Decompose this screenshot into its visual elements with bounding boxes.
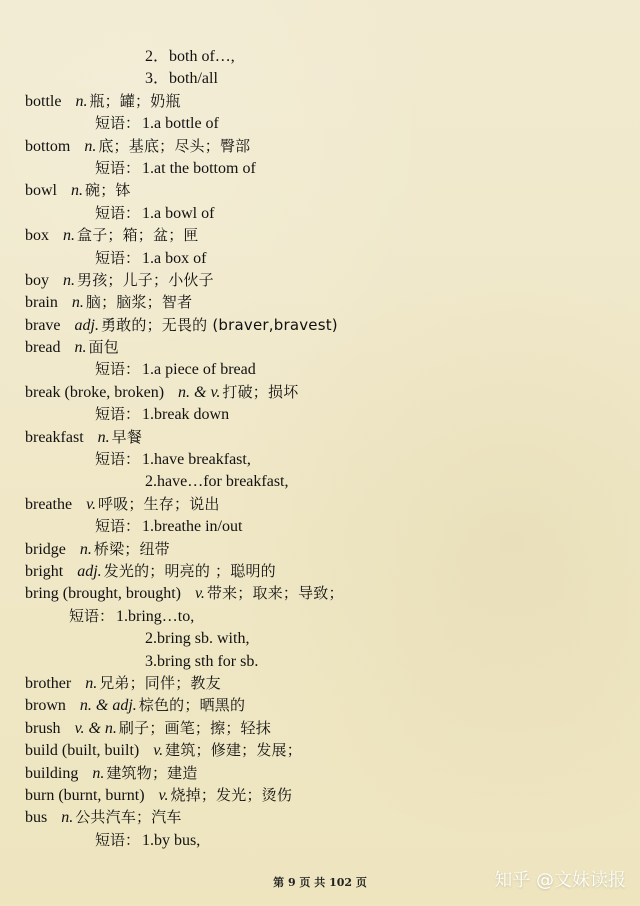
part-of-speech: v.	[153, 742, 164, 760]
phrase-line	[25, 403, 615, 425]
phrase-text: 1.a bowl of	[142, 204, 215, 222]
phrase-line	[25, 448, 615, 470]
part-of-speech: v.	[86, 495, 96, 513]
entry-meaning: 兄弟；同伴；教友	[99, 673, 221, 692]
entry-meaning: 桥梁；纽带	[93, 539, 170, 558]
entry-word: bottom	[25, 137, 71, 155]
phrase-text: 3.bring sth for sb.	[145, 652, 259, 670]
phrase-text: 1.have breakfast,	[142, 451, 251, 469]
vocabulary-entry	[25, 381, 615, 403]
part-of-speech: n.	[63, 271, 75, 289]
entry-meaning: 棕色的；晒黑的	[138, 696, 246, 715]
phrase-text: 2．both of…,	[145, 48, 235, 65]
phrase-text: 1.break down	[142, 406, 230, 424]
vocabulary-entry	[25, 336, 615, 358]
entry-meaning: 盒子；箱；盆；匣	[77, 226, 199, 245]
entry-meaning: 刷子；画笔；擦；轻抹	[118, 718, 271, 737]
phrase-line	[25, 247, 615, 269]
vocabulary-entry	[25, 179, 615, 201]
phrase-label: 短语：	[95, 203, 141, 222]
vocabulary-entry	[25, 426, 615, 448]
part-of-speech: n.	[92, 764, 105, 782]
entry-meaning: 建筑物；建造	[106, 763, 198, 782]
entry-meaning: 烧掉；发光；烫伤	[170, 785, 293, 804]
part-of-speech: n.	[61, 809, 74, 827]
phrase-line	[25, 829, 615, 851]
part-of-speech: n.	[84, 137, 97, 155]
phrase-text: 1.a box of	[142, 249, 207, 267]
entry-word: brain	[25, 294, 58, 312]
vocabulary-list	[25, 45, 615, 851]
entry-word: building	[25, 764, 79, 782]
phrase-text: 2.bring sb. with,	[145, 630, 250, 648]
vocabulary-entry	[25, 582, 615, 604]
vocabulary-entry	[25, 493, 615, 515]
phrase-line	[25, 45, 615, 67]
phrase-text: 1.bring…to,	[116, 607, 195, 625]
vocabulary-entry	[25, 560, 615, 582]
phrase-label: 短语：	[95, 405, 141, 424]
vocabulary-entry	[25, 717, 615, 739]
entry-word: boy	[25, 271, 49, 289]
phrase-text: 1.by bus,	[142, 831, 201, 849]
entry-word: burn (burnt, burnt)	[25, 786, 145, 804]
phrase-line	[25, 157, 615, 179]
entry-meaning: 早餐	[111, 427, 143, 446]
vocabulary-entry	[25, 90, 615, 112]
entry-word: bowl	[25, 182, 57, 200]
vocabulary-entry	[25, 224, 615, 246]
part-of-speech: n.	[75, 92, 88, 110]
entry-word: breathe	[25, 495, 73, 513]
part-of-speech: n. & v.	[178, 383, 221, 401]
entry-word: bread	[25, 339, 61, 357]
vocabulary-entry	[25, 314, 615, 336]
vocabulary-entry	[25, 784, 615, 806]
part-of-speech: v.	[158, 786, 169, 804]
part-of-speech: n.	[85, 674, 98, 692]
phrase-label: 短语：	[95, 517, 141, 536]
phrase-text: 1.at the bottom of	[142, 159, 256, 177]
part-of-speech: n.	[79, 540, 92, 558]
entry-word: brush	[25, 719, 61, 737]
entry-word: bottle	[25, 92, 62, 110]
phrase-label: 短语：	[95, 158, 141, 177]
phrase-label: 短语：	[95, 248, 141, 267]
part-of-speech: n.	[71, 294, 84, 312]
part-of-speech: adj.	[74, 316, 99, 334]
vocabulary-entry	[25, 135, 615, 157]
phrase-line	[25, 112, 615, 134]
vocabulary-entry	[25, 806, 615, 828]
phrase-line	[25, 515, 615, 537]
entry-meaning: 建筑；修建；发展；	[165, 741, 302, 760]
part-of-speech: n. & adj.	[79, 697, 137, 715]
vocabulary-entry	[25, 739, 615, 761]
phrase-line	[25, 470, 615, 492]
entry-meaning: 公共汽车；汽车	[75, 808, 182, 827]
entry-word: brown	[25, 697, 66, 715]
entry-word: build (built, built)	[25, 742, 140, 760]
entry-meaning: 碗；钵	[85, 181, 131, 200]
part-of-speech: n.	[74, 339, 87, 357]
phrase-line	[25, 67, 615, 89]
entry-word: box	[25, 227, 49, 245]
phrase-line	[25, 627, 615, 649]
vocabulary-entry	[25, 538, 615, 560]
entry-meaning: 打破；损坏	[222, 382, 299, 401]
part-of-speech: v.	[194, 585, 205, 603]
part-of-speech: adj.	[77, 562, 102, 580]
phrase-line	[25, 202, 615, 224]
phrase-line	[25, 358, 615, 380]
phrase-text: 2.have…for breakfast,	[145, 473, 289, 491]
entry-meaning: 发光的；明亮的 ；聪明的	[103, 561, 276, 580]
vocabulary-entry	[25, 269, 615, 291]
entry-word: bus	[25, 809, 48, 827]
entry-meaning: 呼吸；生存；说出	[98, 494, 220, 513]
vocabulary-entry	[25, 694, 615, 716]
phrase-label: 短语：	[95, 114, 141, 133]
entry-meaning: 脑；脑浆；智者	[85, 293, 193, 312]
entry-meaning: 男孩；儿子；小伙子	[77, 270, 214, 289]
entry-word: break (broke, broken)	[25, 383, 165, 401]
vocabulary-entry	[25, 291, 615, 313]
phrase-text: 3．both/all	[145, 70, 218, 88]
phrase-label: 短语：	[95, 830, 141, 849]
vocabulary-entry	[25, 672, 615, 694]
entry-word: breakfast	[25, 428, 84, 446]
entry-meaning: 勇敢的；无畏的 (braver,bravest)	[100, 315, 338, 334]
entry-meaning: 面包	[88, 338, 119, 357]
phrase-label: 短语：	[95, 450, 141, 469]
page-footer: 第 9 页 共 102 页	[273, 876, 367, 889]
phrase-label: 短语：	[95, 360, 141, 379]
phrase-text: 1.a bottle of	[142, 115, 219, 133]
entry-word: bring (brought, brought)	[25, 585, 181, 603]
entry-word: brother	[25, 674, 72, 692]
vocabulary-entry	[25, 762, 615, 784]
entry-word: bright	[25, 562, 64, 580]
phrase-text: 1.breathe in/out	[142, 518, 243, 536]
part-of-speech: n.	[97, 428, 110, 446]
phrase-label: 短语：	[69, 606, 115, 625]
source-watermark: 知乎 @文妹读报	[494, 870, 626, 891]
part-of-speech: n.	[71, 182, 83, 200]
part-of-speech: v. & n.	[74, 719, 117, 737]
entry-meaning: 带来；取来；导致；	[206, 584, 344, 603]
entry-meaning: 底；基底；尽头；臀部	[98, 136, 251, 155]
entry-word: brave	[25, 316, 61, 334]
phrase-line	[25, 650, 615, 672]
phrase-text: 1.a piece of bread	[142, 361, 256, 379]
part-of-speech: n.	[63, 227, 75, 245]
phrase-line	[25, 605, 615, 627]
entry-meaning: 瓶；罐；奶瓶	[89, 91, 181, 110]
entry-word: bridge	[25, 540, 66, 558]
